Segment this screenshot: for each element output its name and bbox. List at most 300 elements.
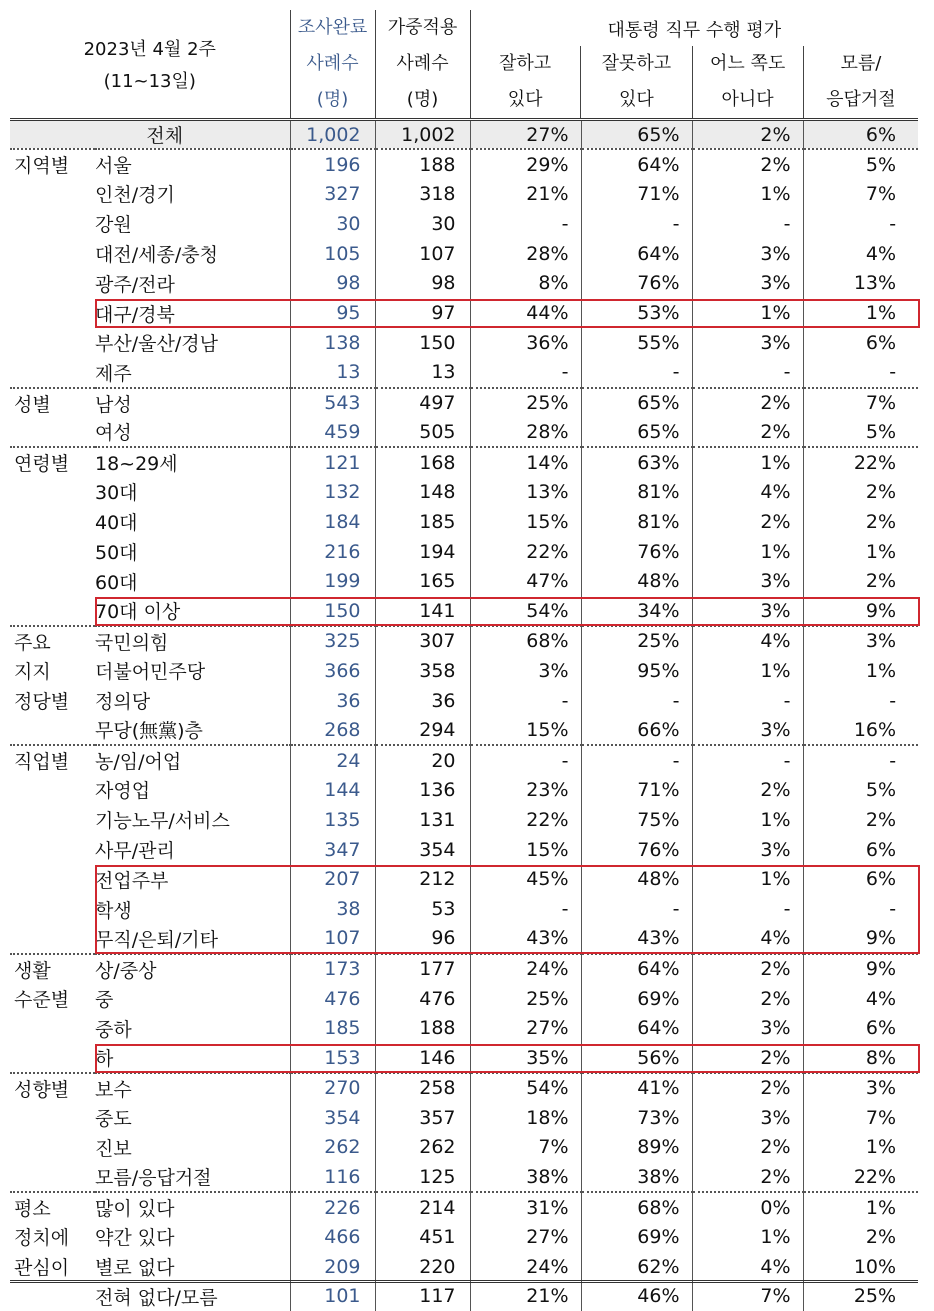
percent-cell: 4% [803, 239, 918, 269]
percent-cell: 13% [803, 268, 918, 298]
percent-cell: 1% [803, 1192, 918, 1222]
completed-count: 476 [290, 984, 375, 1014]
percent-cell: 27% [470, 120, 581, 150]
row-label: 강원 [95, 214, 132, 237]
completed-count: 24 [290, 745, 375, 775]
percent-cell: 69% [581, 984, 692, 1014]
percent-cell: - [692, 745, 803, 775]
table-row [10, 1252, 918, 1282]
answer-header-line: 아니다 [721, 89, 774, 110]
percent-cell: 95% [581, 656, 692, 686]
completed-count: 199 [290, 566, 375, 596]
row-group [10, 298, 95, 328]
row-group [10, 1282, 95, 1311]
weighted-count: 358 [375, 656, 470, 686]
percent-cell: 2% [692, 984, 803, 1014]
table-row [10, 298, 918, 328]
percent-cell: 2% [692, 1043, 803, 1073]
percent-cell: - [470, 358, 581, 388]
row-group [10, 268, 95, 298]
percent-cell: 2% [803, 566, 918, 596]
percent-cell: 3% [692, 328, 803, 358]
completed-header-l2: 사례수 [306, 53, 359, 74]
weighted-count: 188 [375, 149, 470, 179]
percent-cell: 2% [803, 477, 918, 507]
answer-header-line: 있다 [507, 89, 543, 110]
row-label: 전체 [10, 120, 290, 150]
weighted-count: 262 [375, 1133, 470, 1163]
weighted-count: 177 [375, 954, 470, 984]
row-group [10, 1162, 95, 1192]
completed-count: 98 [290, 268, 375, 298]
weighted-count: 497 [375, 388, 470, 418]
table-row [10, 924, 918, 954]
percent-cell: 1% [692, 805, 803, 835]
completed-count: 354 [290, 1103, 375, 1133]
completed-count: 95 [290, 298, 375, 328]
completed-count: 36 [290, 686, 375, 716]
percent-cell: 10% [803, 1252, 918, 1282]
row-label: 기능노무/서비스 [95, 810, 230, 833]
row-group [10, 864, 95, 894]
table-row [10, 358, 918, 388]
table-row [10, 209, 918, 239]
weighted-count: 141 [375, 596, 470, 626]
table-row [10, 328, 918, 358]
row-group [10, 179, 95, 209]
completed-count: 105 [290, 239, 375, 269]
answer-header [692, 46, 803, 118]
percent-cell: 7% [692, 1282, 803, 1311]
percent-cell: 64% [581, 1013, 692, 1043]
row-group [10, 1103, 95, 1133]
percent-cell: - [692, 894, 803, 924]
percent-cell: - [581, 894, 692, 924]
percent-cell: 68% [581, 1192, 692, 1222]
table-row [10, 179, 918, 209]
row-label: 50대 [95, 542, 138, 565]
weighted-count: 146 [375, 1043, 470, 1073]
completed-count: 144 [290, 775, 375, 805]
percent-cell: 3% [692, 268, 803, 298]
percent-cell: 2% [803, 805, 918, 835]
weighted-header [375, 10, 470, 120]
weighted-count: 13 [375, 358, 470, 388]
table-row [10, 1013, 918, 1043]
row-label: 인천/경기 [95, 184, 175, 207]
row-group: 직업별 [10, 745, 95, 775]
row-group [10, 715, 95, 745]
percent-cell: 21% [470, 179, 581, 209]
table-row [10, 447, 918, 477]
percent-cell: 38% [581, 1162, 692, 1192]
percent-cell: 38% [470, 1162, 581, 1192]
table-row [10, 477, 918, 507]
percent-cell: 24% [470, 1252, 581, 1282]
table-row [10, 656, 918, 686]
percent-cell: - [803, 209, 918, 239]
table-row [10, 149, 918, 179]
completed-count: 107 [290, 924, 375, 954]
weighted-count: 258 [375, 1073, 470, 1103]
percent-cell: 34% [581, 596, 692, 626]
percent-cell: 76% [581, 268, 692, 298]
percent-cell: 3% [692, 596, 803, 626]
completed-count: 459 [290, 417, 375, 447]
row-group: 성별 [10, 388, 95, 418]
percent-cell: 68% [470, 626, 581, 656]
percent-cell: 3% [803, 626, 918, 656]
percent-cell: 1% [803, 656, 918, 686]
percent-cell: 5% [803, 775, 918, 805]
percent-cell: - [692, 686, 803, 716]
row-label: 상/중상 [95, 954, 290, 984]
percent-cell: 64% [581, 149, 692, 179]
percent-cell: 65% [581, 388, 692, 418]
percent-cell: 43% [470, 924, 581, 954]
answer-header [470, 46, 580, 118]
completed-count: 327 [290, 179, 375, 209]
percent-cell: 76% [581, 537, 692, 567]
table-row [10, 417, 918, 447]
percent-cell: 65% [581, 417, 692, 447]
table-row [10, 1043, 918, 1073]
completed-header-l3: (명) [316, 89, 349, 110]
percent-cell: 4% [692, 477, 803, 507]
row-group [10, 209, 95, 239]
row-group [10, 835, 95, 865]
percent-cell: 31% [470, 1192, 581, 1222]
completed-count: 366 [290, 656, 375, 686]
row-group [10, 507, 95, 537]
percent-cell: 6% [803, 1013, 918, 1043]
percent-cell: 22% [803, 447, 918, 477]
row-group [10, 328, 95, 358]
weighted-count: 36 [375, 686, 470, 716]
percent-cell: 2% [692, 1162, 803, 1192]
percent-cell: 1% [803, 537, 918, 567]
percent-cell: 36% [470, 328, 581, 358]
row-label: 남성 [95, 388, 290, 418]
percent-cell: 53% [581, 298, 692, 328]
period-line1: 2023년 4월 2주 [83, 39, 216, 60]
percent-cell: - [581, 686, 692, 716]
percent-cell: 1% [692, 298, 803, 328]
percent-cell: 89% [581, 1133, 692, 1163]
completed-count: 184 [290, 507, 375, 537]
answer-headers [470, 46, 918, 118]
row-label: 대전/세종/충청 [95, 244, 218, 267]
percent-cell: 4% [692, 626, 803, 656]
percent-cell: 48% [581, 566, 692, 596]
percent-cell: 1% [803, 298, 918, 328]
weighted-count: 185 [375, 507, 470, 537]
percent-cell: 6% [803, 864, 918, 894]
completed-count: 270 [290, 1073, 375, 1103]
percent-cell: 3% [470, 656, 581, 686]
row-label: 약간 있다 [95, 1227, 175, 1250]
row-label: 보수 [95, 1073, 290, 1103]
row-group [10, 239, 95, 269]
percent-cell: 25% [803, 1282, 918, 1311]
percent-cell: 8% [470, 268, 581, 298]
weighted-count: 1,002 [375, 120, 470, 150]
percent-cell: 62% [581, 1252, 692, 1282]
percent-cell: 7% [803, 1103, 918, 1133]
row-group: 정치에 [14, 1227, 70, 1250]
percent-cell: 6% [803, 328, 918, 358]
percent-cell: 45% [470, 864, 581, 894]
completed-count: 347 [290, 835, 375, 865]
row-label: 자영업 [95, 780, 151, 803]
completed-count: 132 [290, 477, 375, 507]
percent-cell: 1% [692, 447, 803, 477]
row-label: 국민의힘 [95, 626, 290, 656]
percent-cell: 3% [692, 239, 803, 269]
percent-cell: 28% [470, 239, 581, 269]
completed-count: 135 [290, 805, 375, 835]
row-group [10, 775, 95, 805]
table-row [10, 894, 918, 924]
row-group [10, 1013, 95, 1043]
percent-cell: 2% [692, 149, 803, 179]
weighted-count: 357 [375, 1103, 470, 1133]
table-row [10, 1162, 918, 1192]
table-row [10, 1222, 918, 1252]
percent-cell: 7% [803, 388, 918, 418]
evaluation-group-title: 대통령 직무 수행 평가 [470, 10, 918, 120]
percent-cell: 1% [692, 1222, 803, 1252]
percent-cell: 15% [470, 507, 581, 537]
weighted-count: 150 [375, 328, 470, 358]
percent-cell: 1% [692, 864, 803, 894]
percent-cell: 2% [692, 1133, 803, 1163]
row-label: 학생 [95, 899, 132, 922]
percent-cell: 0% [692, 1192, 803, 1222]
table-row [10, 1103, 918, 1133]
percent-cell: 2% [692, 507, 803, 537]
percent-cell: - [803, 686, 918, 716]
completed-count: 153 [290, 1043, 375, 1073]
answer-header-line: 잘하고 [499, 53, 552, 74]
percent-cell: 3% [692, 835, 803, 865]
row-label: 사무/관리 [95, 840, 175, 863]
percent-cell: 2% [803, 1222, 918, 1252]
percent-cell: 9% [803, 924, 918, 954]
row-label: 중하 [95, 1018, 132, 1041]
percent-cell: 16% [803, 715, 918, 745]
completed-count: 209 [290, 1252, 375, 1282]
weighted-count: 20 [375, 745, 470, 775]
row-label: 60대 [95, 571, 138, 594]
percent-cell: 1% [692, 656, 803, 686]
percent-cell: 9% [803, 596, 918, 626]
percent-cell: 54% [470, 1073, 581, 1103]
completed-count: 138 [290, 328, 375, 358]
weighted-count: 307 [375, 626, 470, 656]
answer-header-line: 응답거절 [826, 89, 896, 110]
completed-count: 1,002 [290, 120, 375, 150]
percent-cell: - [470, 209, 581, 239]
completed-count: 207 [290, 864, 375, 894]
percent-cell: 2% [692, 1073, 803, 1103]
row-label: 무당(無黨)층 [95, 720, 203, 743]
row-group [10, 477, 95, 507]
weighted-count: 97 [375, 298, 470, 328]
percent-cell: 41% [581, 1073, 692, 1103]
percent-cell: 9% [803, 954, 918, 984]
answer-header [803, 46, 918, 118]
completed-count: 150 [290, 596, 375, 626]
completed-count: 185 [290, 1013, 375, 1043]
percent-cell: 22% [470, 537, 581, 567]
completed-count: 226 [290, 1192, 375, 1222]
table-row [10, 805, 918, 835]
weighted-count: 96 [375, 924, 470, 954]
percent-cell: 25% [470, 984, 581, 1014]
completed-count: 116 [290, 1162, 375, 1192]
row-group: 성향별 [10, 1073, 95, 1103]
table-row [10, 686, 918, 716]
percent-cell: 2% [692, 954, 803, 984]
percent-cell: 35% [470, 1043, 581, 1073]
percent-cell: 75% [581, 805, 692, 835]
percent-cell: - [692, 209, 803, 239]
percent-cell: 1% [803, 1133, 918, 1163]
total-row [10, 120, 918, 150]
percent-cell: 27% [470, 1222, 581, 1252]
row-label: 많이 있다 [95, 1192, 290, 1222]
weighted-count: 318 [375, 179, 470, 209]
weighted-count: 131 [375, 805, 470, 835]
percent-cell: - [803, 894, 918, 924]
row-group: 지역별 [10, 149, 95, 179]
percent-cell: 56% [581, 1043, 692, 1073]
percent-cell: 3% [692, 566, 803, 596]
table-row [10, 626, 918, 656]
table-row [10, 537, 918, 567]
row-label: 18~29세 [95, 447, 290, 477]
row-label: 더불어민주당 [95, 661, 206, 684]
percent-cell: 3% [692, 1103, 803, 1133]
row-group [10, 417, 95, 447]
row-group [10, 805, 95, 835]
percent-cell: 3% [692, 715, 803, 745]
row-group [10, 537, 95, 567]
percent-cell: 3% [692, 1013, 803, 1043]
answer-header-line: 잘못하고 [601, 53, 672, 74]
percent-cell: 25% [470, 388, 581, 418]
percent-cell: 1% [692, 537, 803, 567]
percent-cell: 8% [803, 1043, 918, 1073]
row-group: 수준별 [14, 989, 70, 1011]
percent-cell: 6% [803, 835, 918, 865]
weighted-count: 451 [375, 1222, 470, 1252]
percent-cell: 65% [581, 120, 692, 150]
percent-cell: 2% [692, 775, 803, 805]
percent-cell: 81% [581, 507, 692, 537]
percent-cell: 25% [581, 626, 692, 656]
percent-cell: 4% [692, 924, 803, 954]
percent-cell: 7% [470, 1133, 581, 1163]
row-label: 30대 [95, 482, 138, 505]
row-group [10, 566, 95, 596]
completed-count: 262 [290, 1133, 375, 1163]
table-row [10, 388, 918, 418]
percent-cell: 4% [692, 1252, 803, 1282]
completed-count: 268 [290, 715, 375, 745]
row-group [10, 1133, 95, 1163]
percent-cell: 1% [692, 179, 803, 209]
row-group [10, 1043, 95, 1073]
percent-cell: 55% [581, 328, 692, 358]
percent-cell: 47% [470, 566, 581, 596]
row-label: 모름/응답거절 [95, 1167, 212, 1190]
table-row [10, 745, 918, 775]
completed-count: 101 [290, 1282, 375, 1311]
completed-count: 196 [290, 149, 375, 179]
percent-cell: 71% [581, 775, 692, 805]
weighted-count: 294 [375, 715, 470, 745]
weighted-count: 212 [375, 864, 470, 894]
percent-cell: 2% [803, 507, 918, 537]
completed-count: 466 [290, 1222, 375, 1252]
percent-cell: - [581, 358, 692, 388]
weighted-count: 148 [375, 477, 470, 507]
percent-cell: 5% [803, 149, 918, 179]
table-row [10, 1192, 918, 1222]
weighted-count: 125 [375, 1162, 470, 1192]
weighted-count: 107 [375, 239, 470, 269]
row-group: 주요 [10, 626, 95, 656]
percent-cell: - [803, 358, 918, 388]
row-label: 여성 [95, 422, 132, 445]
percent-cell: 4% [803, 984, 918, 1014]
percent-cell: - [803, 745, 918, 775]
percent-cell: 73% [581, 1103, 692, 1133]
weighted-header-l3: (명) [406, 89, 439, 110]
table-row [10, 566, 918, 596]
weighted-count: 354 [375, 835, 470, 865]
row-group: 연령별 [10, 447, 95, 477]
percent-cell: 54% [470, 596, 581, 626]
completed-count: 325 [290, 626, 375, 656]
percent-cell: 3% [803, 1073, 918, 1103]
percent-cell: 22% [470, 805, 581, 835]
percent-cell: 81% [581, 477, 692, 507]
row-group: 정당별 [14, 691, 70, 714]
table-row [10, 864, 918, 894]
percent-cell: 21% [470, 1282, 581, 1311]
row-label: 무직/은퇴/기타 [95, 928, 218, 951]
weighted-count: 194 [375, 537, 470, 567]
row-label: 전혀 없다/모름 [95, 1286, 218, 1309]
period-line2: (11~13일) [103, 71, 196, 92]
table-row [10, 268, 918, 298]
table-row [10, 715, 918, 745]
row-label: 서울 [95, 149, 290, 179]
percent-cell: - [581, 745, 692, 775]
completed-count: 30 [290, 209, 375, 239]
weighted-count: 505 [375, 417, 470, 447]
percent-cell: - [470, 745, 581, 775]
percent-cell: - [692, 358, 803, 388]
percent-cell: 71% [581, 179, 692, 209]
weighted-count: 53 [375, 894, 470, 924]
row-group [10, 358, 95, 388]
weighted-count: 168 [375, 447, 470, 477]
row-label: 광주/전라 [95, 273, 175, 296]
